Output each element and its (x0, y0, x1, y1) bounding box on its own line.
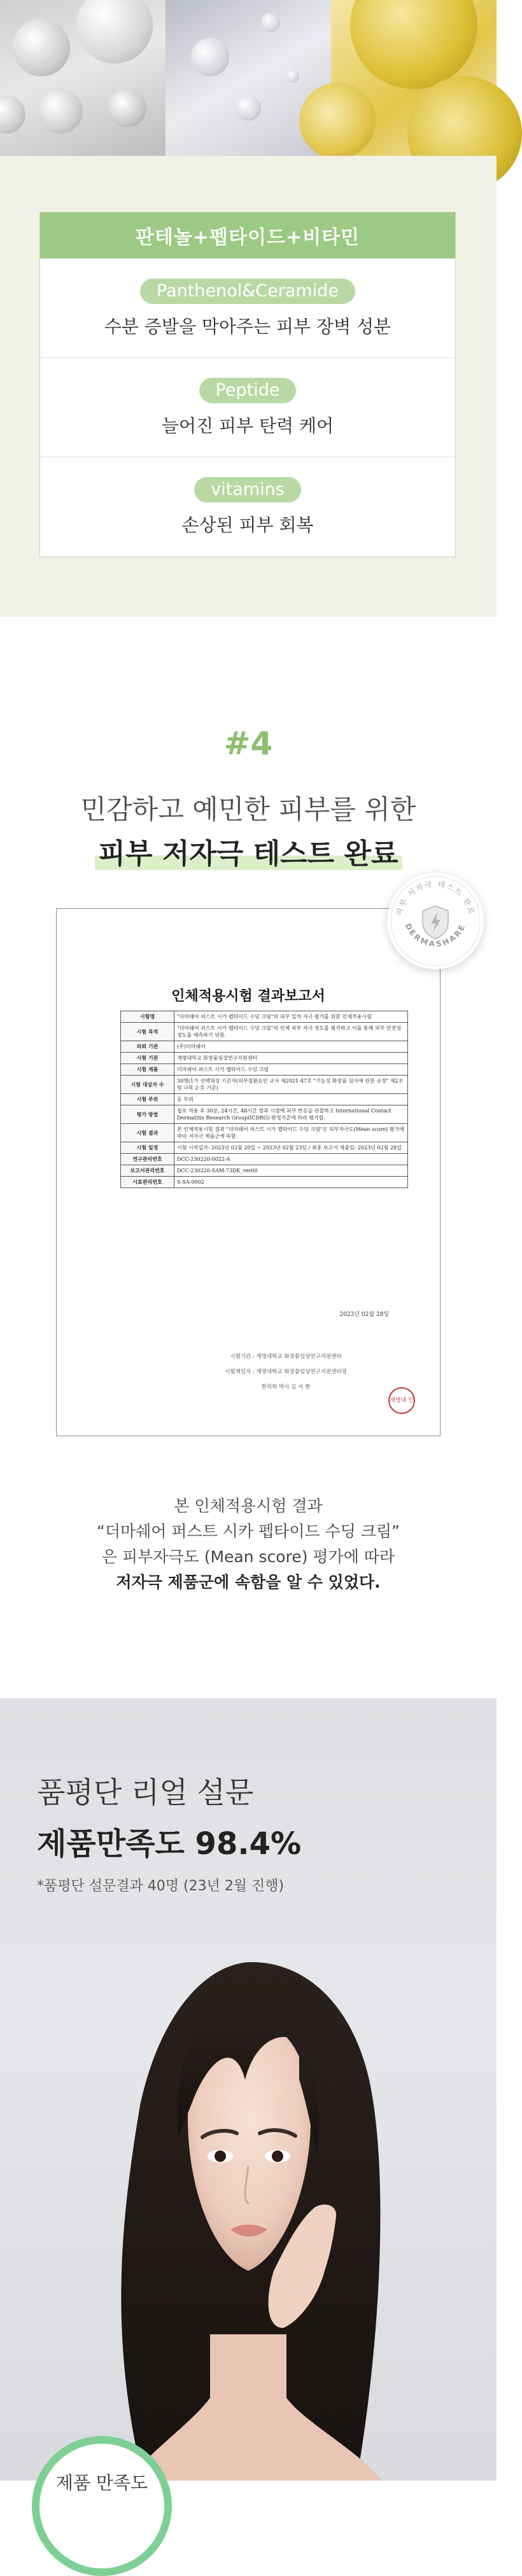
ingredient-tag: Panthenol&Ceramide (140, 279, 355, 304)
section-number: #4 (223, 725, 273, 762)
report-row-value: 30명(1가 선택대상 기준자(피부질환요인 교사 제2021-47호 "기능성 화장품 심사에 관한 규정" 제2조 및 나목 2·호 기준) (174, 1076, 408, 1094)
ingredient-row (40, 258, 455, 357)
report-row-key: 시험명 (121, 1011, 174, 1023)
ingredients-section (0, 156, 497, 617)
report-row-value: 시험 시작일자: 2023년 02월 20일 ~ 2023년 02월 23일 / 최종 보고서 제출일: 2023년 02월 28일 (174, 1142, 408, 1154)
report-row-key: 시험 결과 (121, 1124, 174, 1142)
report-row-value: DCC-230220-0022-A (174, 1154, 408, 1165)
skin-test-section (0, 617, 497, 1698)
report-date: 2023년 02월 28일 (339, 1312, 389, 1318)
report-row-key: 보고서관리번호 (121, 1165, 174, 1177)
vitamin-capsule-texture (331, 0, 497, 156)
report-row (121, 1041, 408, 1053)
ingredient-row (40, 457, 455, 556)
report-row-value: S-SA-0002 (174, 1177, 408, 1188)
report-signature-line: 한의학 박사 김 서 현 (261, 1384, 311, 1390)
oil-droplets-texture (0, 0, 166, 156)
section-title-text: 피부 저자극 테스트 완료 (95, 838, 402, 870)
shield-icon (423, 906, 448, 939)
report-row-value: (주)더마쉐어 (174, 1041, 408, 1053)
report-row-value: "더마쉐어 퍼스트 시카 펩타이드 수딩 크림"의 인체 피부 자극 정도를 평가하고 이를 통해 피부 안전성 정도를 예측하기 위함. (174, 1023, 408, 1041)
report-row (121, 1177, 408, 1188)
ingredient-description: 손상된 피부 회복 (181, 514, 314, 536)
report-row-key: 시험 대상자 수 (121, 1076, 174, 1094)
report-row-value: DCC-230220-SAM-73DK_ver00 (174, 1165, 408, 1177)
report-row-value: 더마쉐어 퍼스트 시카 펩타이드 수딩 크림 (174, 1064, 408, 1076)
ingredient-description: 수분 증발을 막아주는 피부 장벽 성분 (104, 315, 392, 337)
ingredient-description: 늘어진 피부 탄력 케어 (161, 415, 334, 436)
section-subtitle: 민감하고 예민한 피부를 위한 (80, 794, 416, 825)
report-row (121, 1142, 408, 1154)
report-row-key: 연구관리번호 (121, 1154, 174, 1165)
badge-top-text: 피부 저자극 테스트 완료 (394, 879, 477, 917)
model-portrait (0, 1698, 497, 2481)
report-row (121, 1154, 408, 1165)
report-signature-line: 시험책임자 : 계명대학교 화장품임상연구지원센터장 (225, 1369, 347, 1375)
report-signature-block (184, 1349, 388, 1395)
result-line-emphasis: 저자극 제품군에 속함을 알 수 있었다. (116, 1573, 381, 1591)
report-row (121, 1076, 408, 1094)
report-row-key: 평가 방법 (121, 1105, 174, 1124)
survey-subtitle: 품평단 리얼 설문 (37, 1775, 254, 1810)
survey-footnote: *품평단 설문결과 40명 (23년 2월 진행) (37, 1878, 285, 1894)
report-signature-line: 시험기관 : 계명대학교 화장품임상연구지원센터 (230, 1354, 342, 1360)
report-title: 인체적용시험 결과보고서 (171, 988, 325, 1004)
test-result-text (0, 1493, 497, 1595)
report-table (120, 1011, 408, 1188)
report-row-value: 첩포 적용 후 30분, 24시간, 48시간 경과 시점에 피부 반응을 관찰하고 International Contact Dermatitis Research Group(ICDRG) 판정기준에 따라 평가함. (174, 1105, 408, 1124)
result-line: “더마쉐어 퍼스트 시카 펩타이드 수딩 크림” (96, 1522, 400, 1541)
report-row-value: 등 부위 (174, 1094, 408, 1105)
report-row-key: 의뢰 기관 (121, 1041, 174, 1053)
report-row-value: 계명대학교 화장품임상연구지원센터 (174, 1053, 408, 1064)
ingredient-tag: vitamins (194, 477, 301, 502)
report-row-value: 본 인체적용시험 결과 "더마쉐어 퍼스트 시카 펩타이드 수딩 크림"은 피부자극도(Mean score) 평가에 따라 저자극 제품군에 속함. (174, 1124, 408, 1142)
ingredient-tag: Peptide (199, 378, 297, 403)
report-row-key: 시험 일정 (121, 1142, 174, 1154)
report-row-key: 시험 기관 (121, 1053, 174, 1064)
report-row (121, 1064, 408, 1076)
ingredient-row (40, 357, 455, 457)
report-row (121, 1165, 408, 1177)
satisfaction-circle (32, 2436, 172, 2576)
result-line: 은 피부자극도 (Mean score) 평가에 따라 (101, 1548, 395, 1566)
report-row (121, 1124, 408, 1142)
ingredients-header: 판테놀+펩타이드+비타민 (40, 212, 455, 258)
ingredients-table (39, 212, 456, 557)
satisfaction-label: 제품 만족도 (39, 2444, 164, 2568)
report-row-key: 시험 제품 (121, 1064, 174, 1076)
survey-title: 제품만족도 98.4% (37, 1826, 302, 1862)
official-seal: 계명대 인 (388, 1387, 415, 1414)
badge-bottom-text: DERMASHARE (403, 922, 468, 949)
report-row-key: 시료관리번호 (121, 1177, 174, 1188)
report-row (121, 1011, 408, 1023)
survey-section (0, 1698, 497, 2493)
report-row-value: "더마쉐어 퍼스트 시카 펩타이드 수딩 크림"의 피부 일차 자극 평가를 위한 인체적용시험 (174, 1011, 408, 1023)
report-row-key: 시험 부위 (121, 1094, 174, 1105)
low-irritation-badge (387, 873, 484, 969)
report-row (121, 1053, 408, 1064)
report-row (121, 1105, 408, 1124)
report-row (121, 1094, 408, 1105)
section-title (0, 831, 497, 871)
report-row-key: 시험 목적 (121, 1023, 174, 1041)
test-report-document (56, 908, 441, 1436)
result-line: 본 인체적용시험 결과 (174, 1497, 323, 1515)
texture-banner (0, 0, 497, 156)
report-row (121, 1023, 408, 1041)
